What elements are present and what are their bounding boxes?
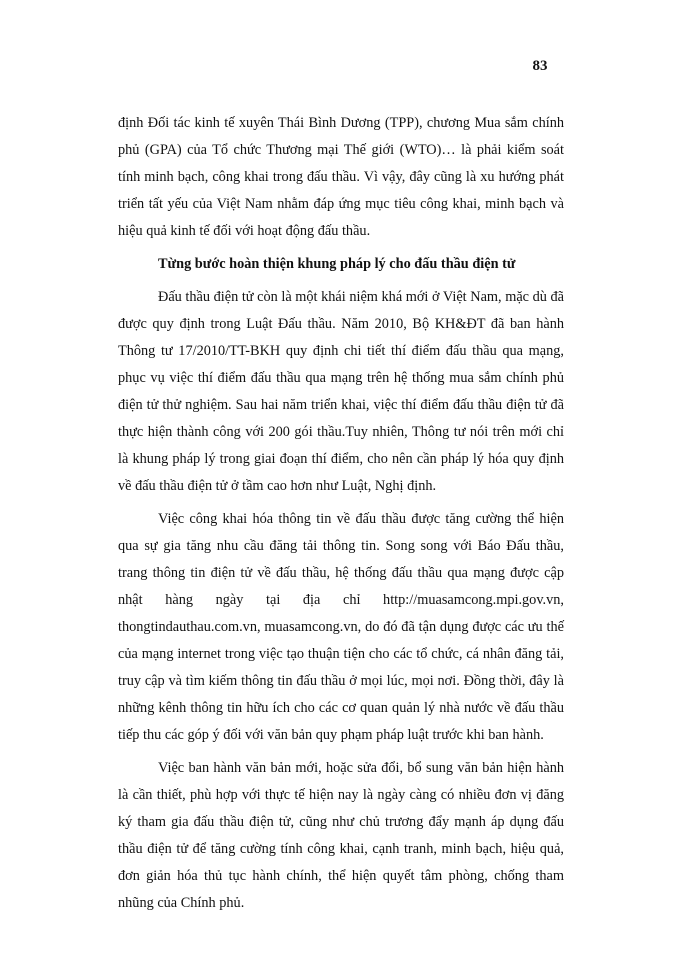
section-heading: Từng bước hoàn thiện khung pháp lý cho đấu thầu điện tử [158,256,516,272]
paragraph-e-procurement: Đấu thầu điện tử còn là một khái niệm khá mới ở Việt Nam, mặc dù đã được quy định trong Luật Đấu thầu. Năm 2010, Bộ KH&ĐT đã ban hành Thông tư 17/2010/TT-BKH quy định chi tiết thí điểm đấu thầu qua mạng, phục vụ việc thí điểm đấu thầu qua mạng trên hệ thống mua sắm chính phủ điện tử thử nghiệm. Sau hai năm triển khai, việc thí điểm đấu thầu điện tử đã thực hiện thành công với 200 gói thầu.Tuy nhiên, Thông tư nói trên mới chỉ là khung pháp lý trong giai đoạn thí điểm, cho nên cần pháp lý hóa quy định về đấu thầu điện tử ở tầm cao hơn như Luật, Nghị định. [118,289,564,494]
paragraph-information-disclosure: Việc công khai hóa thông tin về đấu thầu được tăng cường thể hiện qua sự gia tăng nhu cầu đăng tải thông tin. Song song với Báo Đấu thầu, trang thông tin điện tử về đấu thầu, hệ thống đấu thầu qua mạng được cập nhật hàng ngày tại địa chỉ http://muasamcong.mpi.gov.vn, thongtindauthau.com.vn, muasamcong.vn, do đó đã tận dụng được các ưu thế của mạng internet trong việc tạo thuận tiện cho các tổ chức, cá nhân đăng tải, truy cập và tìm kiếm thông tin đấu thầu ở mọi lúc, mọi nơi. Đồng thời, đây là những kênh thông tin hữu ích cho các cơ quan quản lý nhà nước về đấu thầu tiếp thu các góp ý đối với văn bản quy phạm pháp luật trước khi ban hành. [118,511,564,743]
document-body [118,110,564,923]
paragraph-tpp-gpa: định Đối tác kinh tế xuyên Thái Bình Dương (TPP), chương Mua sắm chính phủ (GPA) của Tổ chức Thương mại Thế giới (WTO)… là phải kiểm soát tính minh bạch, công khai trong đấu thầu. Vì vậy, đây cũng là xu hướng phát triển tất yếu của Việt Nam nhằm đáp ứng mục tiêu công khai, minh bạch và hiệu quả kinh tế đối với hoạt động đấu thầu. [118,115,564,239]
page-number: 83 [532,58,548,74]
paragraph-new-regulations: Việc ban hành văn bản mới, hoặc sửa đổi, bổ sung văn bản hiện hành là cần thiết, phù hợp với thực tế hiện nay là ngày càng có nhiều đơn vị đăng ký tham gia đấu thầu điện tử, cũng như chủ trương đẩy mạnh áp dụng đấu thầu điện tử để tăng cường tính công khai, cạnh tranh, minh bạch, hiệu quả, đơn giản hóa thủ tục hành chính, thể hiện quyết tâm phòng, chống tham nhũng của Chính phủ. [118,760,564,911]
